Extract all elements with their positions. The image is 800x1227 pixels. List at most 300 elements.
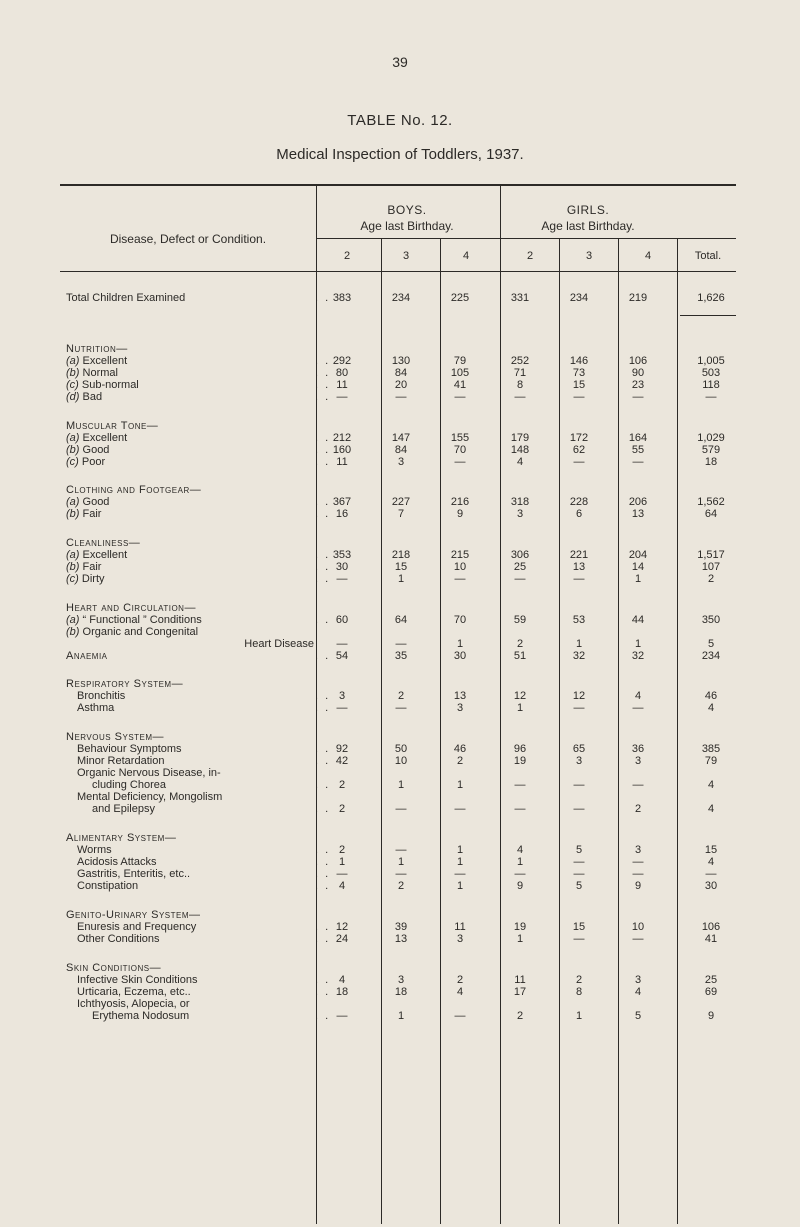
cell-girls-4: 13: [631, 508, 645, 520]
cell-girls-2: 3: [516, 508, 524, 520]
row-label-text: Good: [82, 444, 110, 456]
cell-total: 79: [704, 755, 718, 767]
cell-boys-2: 18: [335, 986, 349, 998]
cell-girls-2: 2: [516, 638, 524, 650]
leader-dots: . .: [315, 614, 331, 626]
cell-boys-2: 2: [338, 803, 346, 815]
cell-girls-3: 3: [575, 755, 583, 767]
leader-dots: . .: [315, 444, 331, 456]
cell-girls-3: 5: [575, 880, 583, 892]
cell-boys-3: 1: [397, 1010, 405, 1022]
cell-total: 64: [704, 508, 718, 520]
cell-boys-3: 84: [394, 367, 408, 379]
cell-boys-3: 64: [394, 614, 408, 626]
cell-girls-2: 12: [513, 690, 527, 702]
cell-girls-2: 4: [516, 844, 524, 856]
leader-dots: . .: [315, 844, 331, 856]
table-row: [60, 1010, 736, 1023]
cell-girls-3: 62: [572, 444, 586, 456]
cell-girls-3: 228: [569, 496, 589, 508]
header-girls-age-4: 4: [644, 250, 652, 262]
table-row: [60, 803, 736, 816]
cell-boys-2: 54: [335, 650, 349, 662]
cell-boys-2: 367: [332, 496, 352, 508]
cell-boys-2: 42: [335, 755, 349, 767]
header-boys-subtitle: Age last Birthday.: [360, 219, 454, 233]
cell-boys-3: 50: [394, 743, 408, 755]
row-label: [66, 292, 185, 305]
cell-boys-2: 383: [332, 292, 352, 304]
cell-boys-3: 218: [391, 549, 411, 561]
leader-dots: . .: [315, 880, 331, 892]
header-boys-age-4: 4: [462, 250, 470, 262]
cell-girls-4: 1: [634, 573, 642, 585]
table-row: [60, 650, 736, 663]
row-label-text: Excellent: [82, 549, 128, 561]
cell-boys-4: 9: [456, 508, 464, 520]
cell-boys-2: —: [336, 1010, 348, 1022]
row-label: [92, 1010, 189, 1023]
cell-girls-2: 59: [513, 614, 527, 626]
cell-boys-4: 79: [453, 355, 467, 367]
row-letter: (b): [66, 367, 80, 379]
cell-boys-4: 41: [453, 379, 467, 391]
leader-dots: . .: [315, 933, 331, 945]
cell-boys-4: —: [454, 868, 466, 880]
cell-boys-3: 1: [397, 573, 405, 585]
cell-boys-4: 3: [456, 933, 464, 945]
cell-total: 4: [707, 702, 715, 714]
table-row: [60, 508, 736, 521]
row-label-text: Other Conditions: [77, 933, 160, 945]
leader-dots: . .: [315, 496, 331, 508]
cell-girls-4: —: [632, 868, 644, 880]
cell-boys-3: 84: [394, 444, 408, 456]
row-label: [92, 803, 155, 816]
cell-girls-2: 318: [510, 496, 530, 508]
cell-boys-3: 227: [391, 496, 411, 508]
cell-girls-4: 9: [634, 880, 642, 892]
cell-total: 107: [701, 561, 721, 573]
leader-dots: . .: [315, 650, 331, 662]
cell-boys-4: 1: [456, 880, 464, 892]
cell-boys-4: 3: [456, 702, 464, 714]
row-label: [66, 391, 102, 404]
cell-girls-4: 4: [634, 986, 642, 998]
cell-girls-2: —: [514, 573, 526, 585]
cell-girls-3: 1: [575, 1010, 583, 1022]
cell-boys-4: —: [454, 1010, 466, 1022]
cell-girls-3: 15: [572, 379, 586, 391]
cell-boys-2: 92: [335, 743, 349, 755]
cell-boys-2: 4: [338, 974, 346, 986]
cell-total: 30: [704, 880, 718, 892]
cell-girls-2: 2: [516, 1010, 524, 1022]
cell-boys-3: 130: [391, 355, 411, 367]
header-top-rule: [60, 184, 736, 186]
leader-dots: . .: [315, 986, 331, 998]
cell-boys-3: 18: [394, 986, 408, 998]
header-boys-title: BOYS.: [387, 203, 427, 217]
cell-girls-4: —: [632, 856, 644, 868]
cell-boys-4: 225: [450, 292, 470, 304]
cell-boys-2: 212: [332, 432, 352, 444]
cell-boys-3: 234: [391, 292, 411, 304]
row-label: [66, 573, 105, 586]
row-label: [77, 702, 114, 715]
row-letter: (b): [66, 626, 80, 638]
cell-girls-4: 90: [631, 367, 645, 379]
row-label-text: “ Functional ” Conditions: [82, 614, 202, 626]
cell-girls-4: 14: [631, 561, 645, 573]
header-girls-group: [500, 202, 676, 234]
cell-boys-4: —: [454, 803, 466, 815]
cell-girls-3: —: [573, 391, 585, 403]
cell-boys-2: 292: [332, 355, 352, 367]
cell-girls-3: —: [573, 868, 585, 880]
cell-girls-2: 25: [513, 561, 527, 573]
cell-girls-3: —: [573, 573, 585, 585]
row-label-text: Fair: [82, 561, 102, 573]
cell-boys-2: —: [336, 702, 348, 714]
cell-total: 234: [701, 650, 721, 662]
header-girls-age-2: 2: [526, 250, 534, 262]
cell-boys-2: 11: [336, 379, 348, 391]
cell-boys-4: 2: [456, 974, 464, 986]
cell-girls-4: 55: [631, 444, 645, 456]
row-label-text: Bad: [82, 391, 103, 403]
row-label-text: Erythema Nodosum: [92, 1010, 190, 1022]
cell-total: 350: [701, 614, 721, 626]
cell-girls-4: 4: [634, 690, 642, 702]
header-age-rule: [316, 238, 736, 239]
cell-boys-2: 2: [338, 844, 346, 856]
row-label-text: Fair: [82, 508, 102, 520]
cell-girls-3: —: [573, 803, 585, 815]
row-label-text: Heart and Circulation—: [66, 602, 196, 614]
row-label: [66, 456, 105, 469]
cell-girls-2: 1: [516, 856, 524, 868]
cell-girls-3: 5: [575, 844, 583, 856]
cell-boys-3: 10: [394, 755, 408, 767]
cell-boys-2: —: [336, 391, 348, 403]
row-letter: (c): [66, 379, 79, 391]
cell-girls-2: 96: [513, 743, 527, 755]
cell-boys-4: 30: [453, 650, 467, 662]
row-label-text: Cleanliness—: [66, 537, 141, 549]
cell-boys-2: 2: [338, 779, 346, 791]
cell-boys-2: 16: [335, 508, 349, 520]
cell-girls-3: 146: [569, 355, 589, 367]
row-label: [66, 650, 108, 663]
cell-boys-3: 3: [397, 974, 405, 986]
row-letter: (b): [66, 444, 80, 456]
cell-boys-4: —: [454, 573, 466, 585]
cell-girls-2: 252: [510, 355, 530, 367]
cell-girls-3: 2: [575, 974, 583, 986]
row-label-text: Total Children Examined: [66, 292, 186, 304]
leader-dots: . .: [315, 573, 331, 585]
cell-girls-2: 11: [514, 974, 526, 986]
header-bottom-rule: [60, 271, 736, 272]
cell-girls-2: 9: [516, 880, 524, 892]
total-row-rule: [680, 315, 736, 316]
row-letter: (b): [66, 508, 80, 520]
cell-girls-4: —: [632, 779, 644, 791]
row-label-text: Normal: [82, 367, 118, 379]
header-boys-group: [316, 202, 498, 234]
leader-dots: . .: [315, 690, 331, 702]
cell-girls-4: 36: [631, 743, 645, 755]
cell-total: 46: [704, 690, 718, 702]
cell-girls-4: 3: [634, 755, 642, 767]
table-row: [60, 391, 736, 404]
cell-boys-2: 353: [332, 549, 352, 561]
cell-girls-3: 53: [572, 614, 586, 626]
leader-dots: . .: [315, 391, 331, 403]
header-girls-title: GIRLS.: [566, 203, 610, 217]
header-disease-column: Disease, Defect or Condition.: [109, 232, 267, 246]
row-label-text: Minor Retardation: [77, 755, 165, 767]
cell-girls-3: 1: [575, 638, 583, 650]
cell-total: 118: [702, 379, 720, 391]
cell-girls-4: 10: [631, 921, 645, 933]
row-label-text: Respiratory System—: [66, 678, 184, 690]
row-label-text: Nutrition—: [66, 343, 128, 355]
cell-girls-4: 1: [634, 638, 642, 650]
row-label-text: Heart Disease: [244, 638, 314, 650]
row-label-text: Clothing and Footgear—: [66, 484, 202, 496]
table-row: [60, 702, 736, 715]
cell-boys-2: —: [336, 573, 348, 585]
cell-girls-4: 44: [631, 614, 645, 626]
leader-dots: . .: [315, 743, 331, 755]
row-letter: (a): [66, 614, 80, 626]
cell-boys-3: 39: [394, 921, 408, 933]
cell-boys-4: 155: [450, 432, 470, 444]
cell-boys-4: 1: [456, 638, 464, 650]
table-subtitle: Medical Inspection of Toddlers, 1937.: [276, 146, 524, 163]
row-label-text: Organic Nervous Disease, in-: [77, 767, 221, 779]
leader-dots: . .: [315, 379, 331, 391]
cell-boys-3: —: [395, 638, 407, 650]
table-row: [60, 573, 736, 586]
row-letter: (a): [66, 355, 80, 367]
cell-girls-2: 1: [516, 933, 524, 945]
cell-boys-4: 215: [450, 549, 470, 561]
cell-boys-2: 4: [338, 880, 346, 892]
row-label-text: Muscular Tone—: [66, 420, 159, 432]
row-label-text: Good: [82, 496, 110, 508]
cell-boys-3: 3: [397, 456, 405, 468]
cell-girls-4: 3: [634, 974, 642, 986]
cell-girls-2: 1: [516, 702, 524, 714]
cell-girls-3: 15: [572, 921, 586, 933]
cell-girls-3: —: [573, 456, 585, 468]
leader-dots: . .: [315, 561, 331, 573]
cell-boys-3: 147: [391, 432, 411, 444]
cell-boys-4: 10: [453, 561, 467, 573]
row-label-text: Worms: [77, 844, 112, 856]
cell-total: 18: [704, 456, 718, 468]
row-label-text: Alimentary System—: [66, 832, 177, 844]
cell-girls-3: 12: [572, 690, 586, 702]
cell-boys-2: 30: [335, 561, 349, 573]
cell-girls-2: 51: [513, 650, 527, 662]
cell-boys-2: 160: [332, 444, 352, 456]
header-boys-age-2: 2: [343, 250, 351, 262]
row-label-text: cluding Chorea: [92, 779, 166, 791]
cell-total: —: [705, 391, 717, 403]
cell-boys-3: 15: [394, 561, 408, 573]
cell-boys-4: 216: [450, 496, 470, 508]
cell-total: 41: [704, 933, 718, 945]
table-row: [60, 933, 736, 946]
row-label-text: Skin Conditions—: [66, 962, 162, 974]
leader-dots: . .: [315, 456, 331, 468]
cell-boys-2: 24: [335, 933, 349, 945]
row-letter: (b): [66, 561, 80, 573]
row-label: [66, 508, 101, 521]
cell-girls-4: 23: [631, 379, 645, 391]
leader-dots: . .: [315, 508, 331, 520]
cell-girls-2: 8: [516, 379, 524, 391]
cell-total: 1,626: [697, 292, 725, 304]
row-label-text: Constipation: [77, 880, 139, 892]
cell-boys-3: 1: [397, 779, 405, 791]
leader-dots: . .: [315, 868, 331, 880]
cell-boys-3: —: [395, 868, 407, 880]
cell-girls-3: —: [573, 933, 585, 945]
row-letter: (c): [66, 573, 79, 585]
leader-dots: . .: [315, 367, 331, 379]
cell-girls-2: —: [514, 803, 526, 815]
cell-girls-4: 2: [634, 803, 642, 815]
cell-girls-2: —: [514, 868, 526, 880]
row-label-text: Infective Skin Conditions: [77, 974, 198, 986]
cell-girls-4: 204: [628, 549, 648, 561]
row-letter: (a): [66, 432, 80, 444]
cell-total: 1,005: [697, 355, 725, 367]
cell-boys-4: 105: [450, 367, 470, 379]
cell-girls-2: 306: [510, 549, 530, 561]
cell-boys-4: 2: [456, 755, 464, 767]
cell-girls-2: 179: [510, 432, 530, 444]
leader-dots: . .: [315, 292, 331, 304]
leader-dots: . .: [315, 755, 331, 767]
row-label-text: Acidosis Attacks: [77, 856, 157, 868]
row-label-text: Gastritis, Enteritis, etc..: [77, 868, 191, 880]
cell-girls-4: —: [632, 391, 644, 403]
cell-girls-3: 8: [575, 986, 583, 998]
cell-girls-3: 172: [569, 432, 589, 444]
cell-total: 4: [707, 803, 715, 815]
leader-dots: . .: [315, 974, 331, 986]
cell-boys-3: 13: [394, 933, 408, 945]
cell-total: 106: [701, 921, 721, 933]
cell-girls-3: 73: [572, 367, 586, 379]
header-total: Total.: [694, 250, 722, 262]
cell-girls-2: —: [514, 779, 526, 791]
table-title: TABLE No. 12.: [347, 112, 453, 129]
cell-girls-2: 331: [510, 292, 530, 304]
row-label-text: Nervous System—: [66, 731, 165, 743]
cell-girls-4: —: [632, 702, 644, 714]
cell-boys-4: —: [454, 456, 466, 468]
row-letter: (a): [66, 549, 80, 561]
cell-total: 1,562: [697, 496, 725, 508]
cell-girls-2: 4: [516, 456, 524, 468]
leader-dots: . .: [315, 1010, 331, 1022]
cell-girls-4: 3: [634, 844, 642, 856]
cell-total: 5: [707, 638, 715, 650]
header-girls-age-3: 3: [585, 250, 593, 262]
row-label-text: Dirty: [81, 573, 105, 585]
cell-boys-3: 2: [397, 690, 405, 702]
row-label-text: Genito-Urinary System—: [66, 909, 201, 921]
row-label-text: Bronchitis: [77, 690, 126, 702]
row-label-text: Organic and Congenital: [82, 626, 199, 638]
cell-girls-4: 206: [628, 496, 648, 508]
cell-girls-3: 221: [569, 549, 589, 561]
cell-girls-4: —: [632, 456, 644, 468]
cell-girls-3: 13: [572, 561, 586, 573]
cell-girls-2: 19: [513, 755, 527, 767]
row-label-text: Ichthyosis, Alopecia, or: [77, 998, 190, 1010]
cell-girls-3: —: [573, 702, 585, 714]
row-label-text: Enuresis and Frequency: [77, 921, 197, 933]
row-label-text: Sub-normal: [81, 379, 139, 391]
cell-boys-2: 60: [335, 614, 349, 626]
cell-total: 579: [701, 444, 721, 456]
cell-total: 4: [707, 779, 715, 791]
cell-total: 15: [704, 844, 718, 856]
cell-girls-2: 148: [510, 444, 530, 456]
cell-boys-3: 1: [397, 856, 405, 868]
row-label-text: Excellent: [82, 355, 128, 367]
cell-total: 1,029: [697, 432, 725, 444]
cell-total: 69: [704, 986, 718, 998]
row-label-text: Anaemia: [66, 650, 108, 662]
cell-boys-3: 35: [394, 650, 408, 662]
cell-girls-3: 65: [572, 743, 586, 755]
cell-boys-3: —: [395, 391, 407, 403]
cell-boys-2: 3: [338, 690, 346, 702]
cell-boys-3: —: [395, 702, 407, 714]
row-label: [77, 933, 160, 946]
cell-boys-2: 11: [336, 456, 348, 468]
header-girls-subtitle: Age last Birthday.: [541, 219, 635, 233]
row-letter: (d): [66, 391, 80, 403]
cell-girls-3: 234: [569, 292, 589, 304]
row-label-text: Behaviour Symptoms: [77, 743, 182, 755]
cell-girls-3: —: [573, 856, 585, 868]
header-boys-age-3: 3: [402, 250, 410, 262]
cell-girls-2: 17: [513, 986, 527, 998]
cell-boys-2: —: [336, 868, 348, 880]
cell-boys-3: —: [395, 803, 407, 815]
row-label-text: and Epilepsy: [92, 803, 155, 815]
cell-girls-2: 19: [513, 921, 527, 933]
leader-dots: . .: [315, 921, 331, 933]
cell-girls-4: 32: [631, 650, 645, 662]
cell-boys-4: 11: [454, 921, 466, 933]
leader-dots: . .: [315, 856, 331, 868]
cell-total: 9: [707, 1010, 715, 1022]
cell-girls-4: 5: [634, 1010, 642, 1022]
cell-boys-4: 13: [453, 690, 467, 702]
cell-boys-3: 7: [397, 508, 405, 520]
